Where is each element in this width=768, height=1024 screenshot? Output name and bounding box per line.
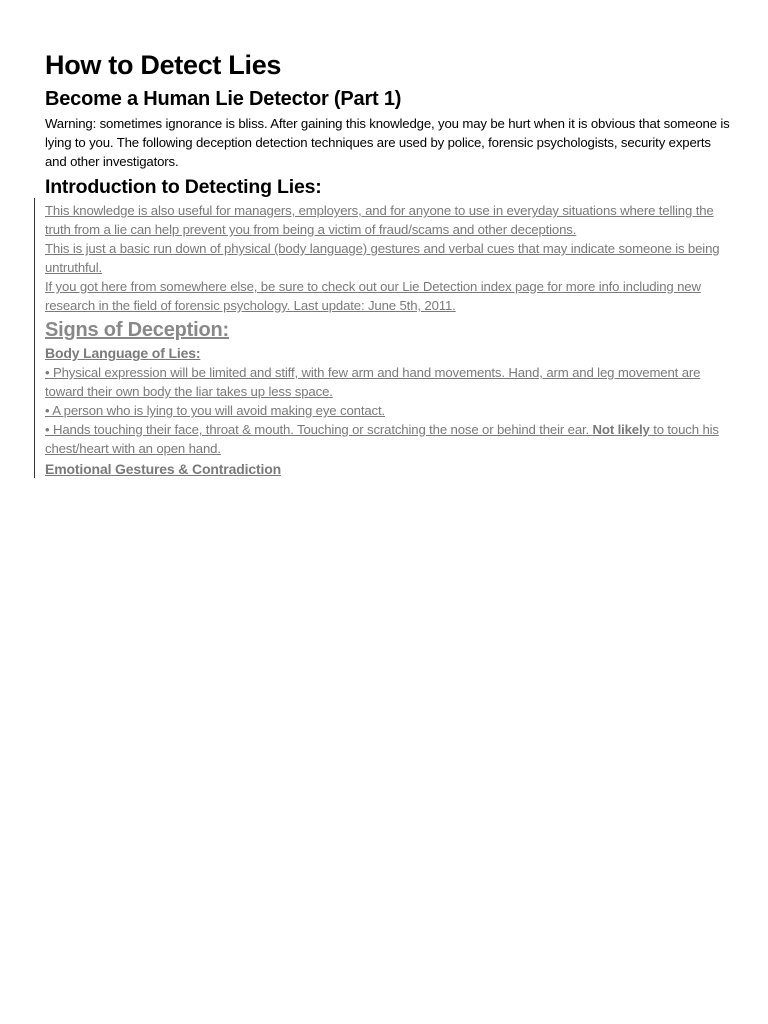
emotional-heading[interactable]: Emotional Gestures & Contradiction — [45, 461, 282, 477]
intro-section — [45, 201, 735, 479]
bullet-3[interactable] — [45, 420, 735, 458]
intro-paragraph-3[interactable]: If you got here from somewhere else, be sure to check out our Lie Detection index page for more info including new research in the field of forensic psychology. Last update: June 5th, 2011. — [45, 279, 701, 313]
bullet-1[interactable]: • Physical expression will be limited and stiff, with few arm and hand movements. Hand, arm and leg movement are toward their own body the liar takes up less space. — [45, 365, 701, 399]
bullet-3-text-b: to touch his chest/heart with an open hand. — [45, 422, 719, 456]
signs-heading[interactable]: Signs of Deception: — [45, 319, 229, 341]
bullet-2[interactable]: • A person who is lying to you will avoid making eye contact. — [45, 403, 385, 418]
document-page — [45, 48, 735, 479]
bullet-3-text-a: • Hands touching their face, throat & mouth. Touching or scratching the nose or behind their ear. — [45, 422, 593, 437]
bullet-3-bold: Not likely — [592, 422, 650, 437]
body-language-heading[interactable]: Body Language of Lies: — [45, 345, 201, 361]
page-subtitle: Become a Human Lie Detector (Part 1) — [45, 88, 402, 110]
warning-paragraph: Warning: sometimes ignorance is bliss. After gaining this knowledge, you may be hurt when it is obvious that someone is lying to you. The following deception detection techniques are used by police, forensic psychologists, security experts and other investigators. — [45, 116, 730, 169]
intro-paragraph-2[interactable]: This is just a basic run down of physical (body language) gestures and verbal cues that may indicate someone is being untruthful. — [45, 241, 720, 275]
margin-change-bar — [34, 198, 35, 478]
intro-paragraph-1[interactable]: This knowledge is also useful for managers, employers, and for anyone to use in everyday situations where telling the truth from a lie can help prevent you from being a victim of fraud/scams and other deceptions. — [45, 203, 714, 237]
page-title: How to Detect Lies — [45, 50, 282, 80]
intro-heading: Introduction to Detecting Lies: — [45, 176, 322, 198]
